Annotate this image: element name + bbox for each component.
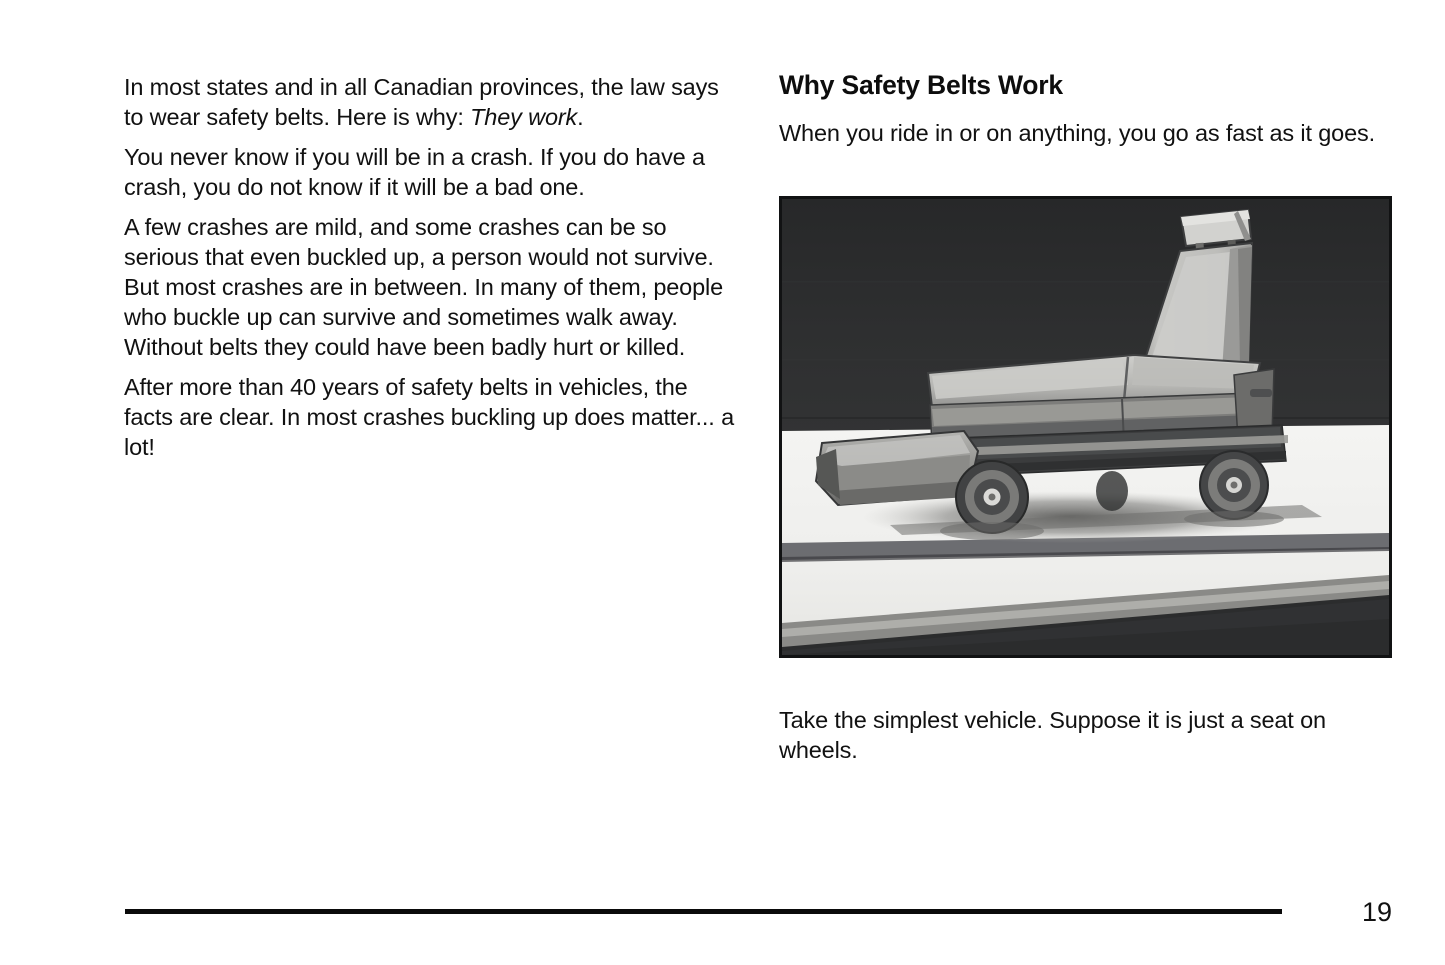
illustration-canvas bbox=[782, 199, 1389, 655]
intro-paragraph: When you ride in or on anything, you go as fast as it goes. bbox=[779, 120, 1375, 146]
cart-rear-wheel bbox=[1200, 451, 1268, 519]
paragraph-1-text: In most states and in all Canadian provinces, the law says to wear safety belts. Here is why: bbox=[124, 74, 719, 130]
paragraph-3: A few crashes are mild, and some crashes can be so serious that even buckled up, a person would not survive. But most crashes are in between. In many of them, people who buckle up can survive and sometimes walk away. Without belts they could have been badly hurt or killed. bbox=[124, 214, 724, 360]
page-number: 19 bbox=[1361, 897, 1392, 927]
paragraph-1 bbox=[124, 72, 738, 132]
footer-rule bbox=[125, 909, 1282, 914]
paragraph-2: You never know if you will be in a crash. If you do have a crash, you do not know if it will be a bad one. bbox=[124, 144, 705, 200]
seat-on-wheels-illustration bbox=[779, 196, 1392, 658]
paragraph-1-period: . bbox=[577, 104, 584, 130]
illustration-svg bbox=[782, 199, 1389, 655]
paragraph-1-emphasis: They work bbox=[470, 104, 578, 130]
figure-caption: Take the simplest vehicle. Suppose it is just a seat on wheels. bbox=[779, 706, 1326, 763]
section-heading: Why Safety Belts Work bbox=[779, 70, 1063, 100]
left-text-column bbox=[124, 72, 738, 462]
right-text-column bbox=[779, 70, 1392, 148]
paragraph-4: After more than 40 years of safety belts in vehicles, the facts are clear. In most crashes buckling up does matter... a lot! bbox=[124, 374, 734, 460]
